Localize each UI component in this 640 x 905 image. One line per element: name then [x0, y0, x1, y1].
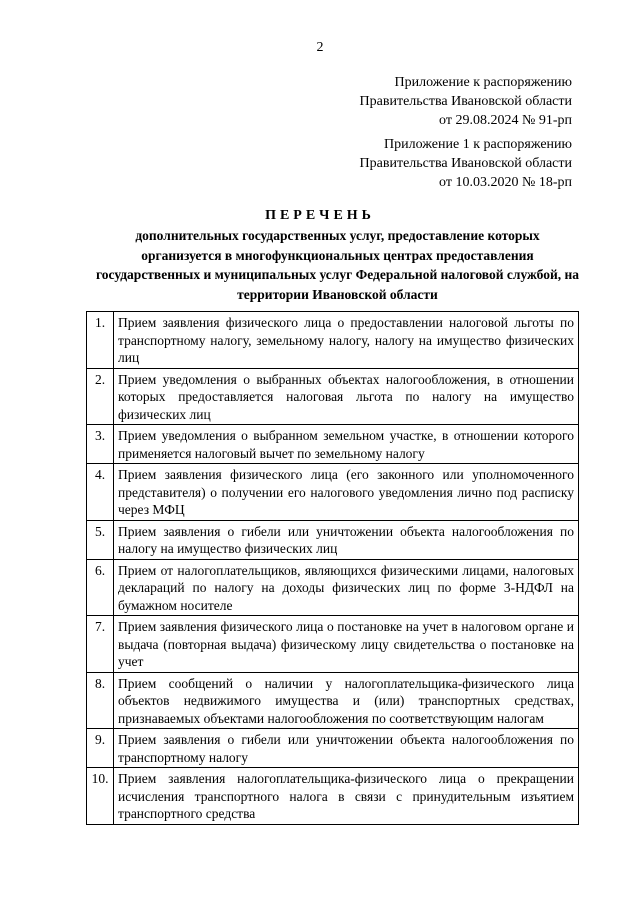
service-description: Прием заявления о гибели или уничтожении объекта налогообложения по налогу на имущество физических лиц	[114, 520, 579, 559]
service-description: Прием заявления налогоплательщика-физического лица о прекращении исчисления транспортного налога в связи с принудительным изъятием транспортного средства	[114, 768, 579, 825]
services-table	[86, 311, 579, 825]
appendix-note-line: Приложение к распоряжению	[394, 75, 572, 90]
document-title: ПЕРЕЧЕНЬ	[265, 208, 375, 223]
row-number: 2.	[87, 368, 114, 425]
service-description: Прием заявления физического лица о предоставлении налоговой льготы по транспортному налогу, земельному налогу, налогу на имущество физических лиц	[114, 312, 579, 369]
table-row	[87, 312, 579, 369]
service-description: Прием заявления физического лица о постановке на учет в налоговом органе и выдача (повторная выдача) физическому лицу свидетельства о постановке на учет	[114, 616, 579, 673]
row-number: 1.	[87, 312, 114, 369]
table-row	[87, 520, 579, 559]
row-number: 8.	[87, 672, 114, 729]
row-number: 7.	[87, 616, 114, 673]
service-description: Прием от налогоплательщиков, являющихся физическими лицами, налоговых деклараций по налогу на доходы физических лиц по форме 3-НДФЛ на бумажном носителе	[114, 559, 579, 616]
page-number: 2	[316, 40, 324, 55]
table-row	[87, 768, 579, 825]
service-description: Прием сообщений о наличии у налогоплательщика-физического лица объектов недвижимого имущества и (или) транспортных средствах, признаваемых объектами налогообложения по соответствующим налогам	[114, 672, 579, 729]
row-number: 4.	[87, 464, 114, 521]
table-row	[87, 559, 579, 616]
document-subtitle: дополнительных государственных услуг, предоставление которых организуется в многофункциональных центрах предоставления государственных и муниципальных услуг Федеральной налоговой службой, на территории Ивановской области	[95, 228, 580, 302]
row-number: 9.	[87, 729, 114, 768]
appendix-note-original	[360, 135, 572, 192]
services-table-body	[87, 312, 579, 825]
table-row	[87, 464, 579, 521]
appendix-note-line: от 10.03.2020 № 18-рп	[439, 175, 572, 190]
row-number: 5.	[87, 520, 114, 559]
appendix-note-line: от 29.08.2024 № 91-рп	[439, 113, 572, 128]
appendix-note-current	[360, 73, 572, 130]
table-row	[87, 616, 579, 673]
table-row	[87, 368, 579, 425]
service-description: Прием уведомления о выбранных объектах налогообложения, в отношении которых предоставляется налоговая льгота по налогу на имущество физических лиц	[114, 368, 579, 425]
appendix-note-line: Приложение 1 к распоряжению	[384, 137, 572, 152]
service-description: Прием заявления о гибели или уничтожении объекта налогообложения по транспортному налогу	[114, 729, 579, 768]
row-number: 10.	[87, 768, 114, 825]
table-row	[87, 729, 579, 768]
row-number: 6.	[87, 559, 114, 616]
table-row	[87, 425, 579, 464]
service-description: Прием заявления физического лица (его законного или уполномоченного представителя) о получении его налогового уведомления лично под расписку через МФЦ	[114, 464, 579, 521]
service-description: Прием уведомления о выбранном земельном участке, в отношении которого применяется налоговый вычет по земельному налогу	[114, 425, 579, 464]
row-number: 3.	[87, 425, 114, 464]
appendix-note-line: Правительства Ивановской области	[359, 94, 572, 109]
table-row	[87, 672, 579, 729]
appendix-note-line: Правительства Ивановской области	[359, 156, 572, 171]
